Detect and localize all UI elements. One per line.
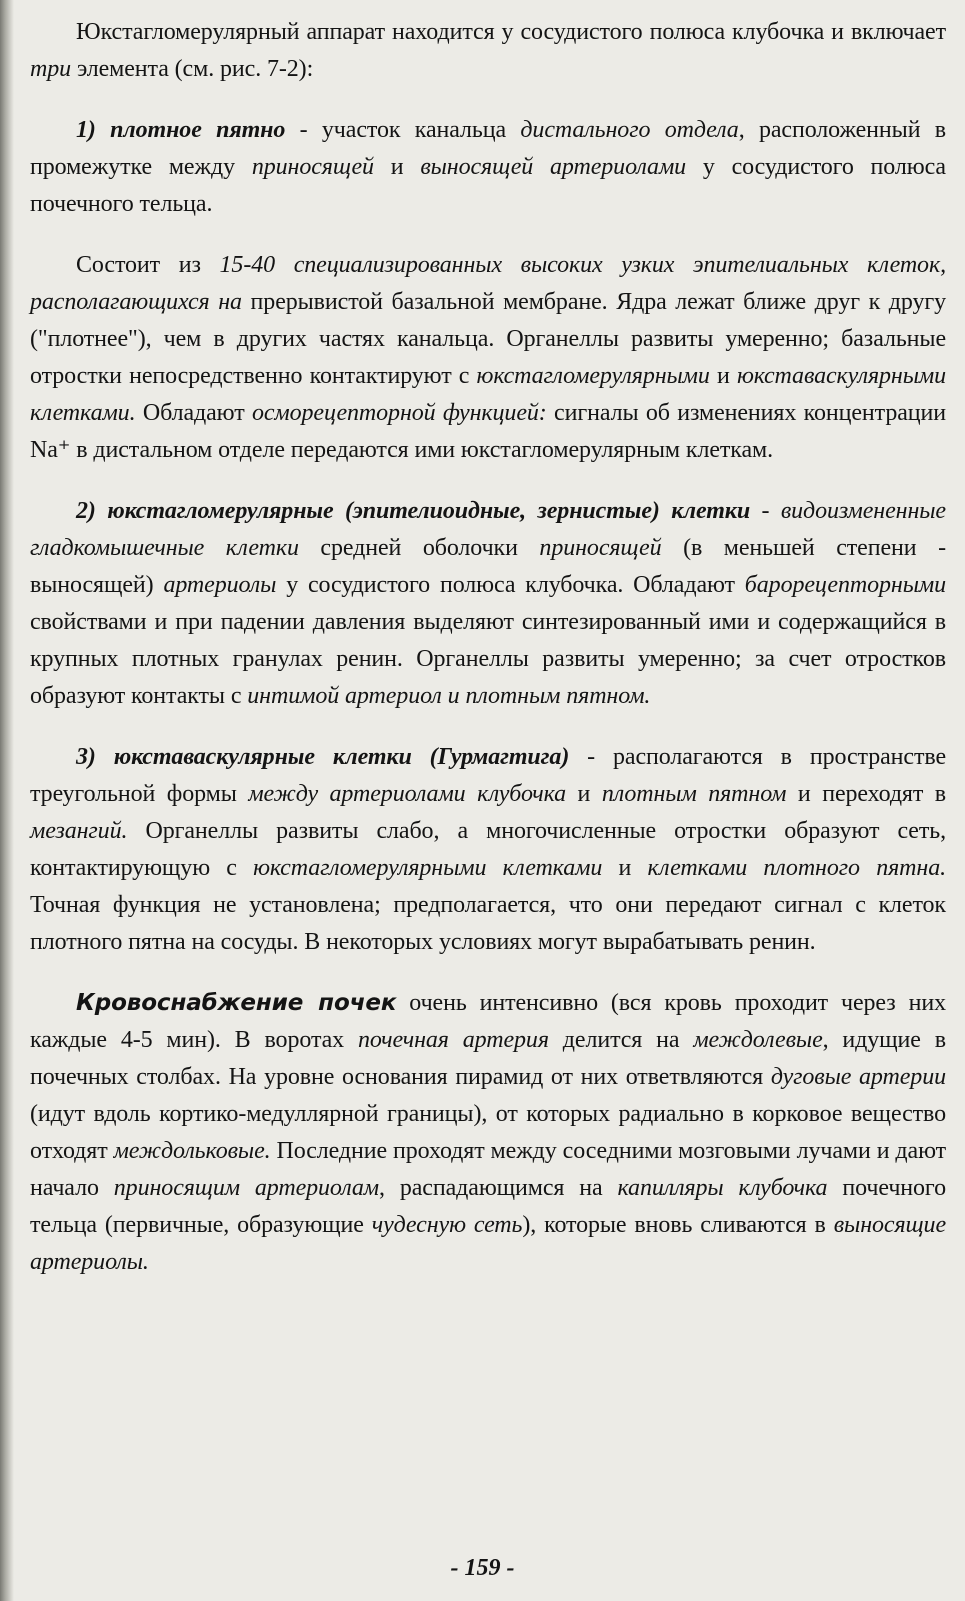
body-text: Последние проходят между соседними мозговыми лучами и дают начало <box>30 1138 946 1201</box>
italic-term: плотным пятном <box>601 781 787 807</box>
binding-shadow <box>0 0 14 1601</box>
body-text: Обладают <box>135 400 252 426</box>
intro-paragraph <box>30 14 946 88</box>
body-text: прерывистой базальной мембране. Ядра лежат ближе друг к другу ("плотнее"), чем в других частях канальца. Органеллы развиты умеренно; базальные отростки непосредственно контактируют с <box>30 289 947 389</box>
italic-term: междольковые. <box>113 1138 271 1164</box>
book-page <box>30 14 946 1305</box>
italic-term: 15-40 специализированных высоких узких эпителиальных клеток, располагающихся на <box>30 252 946 315</box>
blood-supply-paragraph <box>30 985 946 1281</box>
body-text: сигналы об изменениях концентрации Na⁺ в дистальном отделе передаются ими юкстагломерулярным клеткам. <box>30 400 946 463</box>
italic-term: три <box>30 56 72 82</box>
body-text: Юкстагломерулярный аппарат находится у сосудистого полюса клубочка и включает <box>76 19 946 45</box>
italic-term: видоизмененные гладкомышечные клетки <box>30 498 946 561</box>
body-text: свойствами и при падении давления выделяют синтезированный ими и содержащийся в крупных плотных гранулах ренин. Органеллы развиты умеренно; за счет отростков образуют контакты с <box>30 609 946 709</box>
body-text: Точная функция не установлена; предполагается, что они передают сигнал с клеток плотного пятна на сосуды. В некоторых условиях могут вырабатывать ренин. <box>30 892 946 955</box>
body-text: - располагаются в пространстве треугольной формы <box>30 744 947 807</box>
italic-term: почечная артерия <box>357 1027 549 1053</box>
italic-term: мезангий. <box>30 818 128 844</box>
italic-term: приносящим артериолам <box>113 1175 380 1201</box>
body-text: и переходят в <box>786 781 947 807</box>
juxtaglomerular-cells-paragraph <box>30 493 946 715</box>
body-text: и <box>373 154 421 180</box>
body-text: у сосудистого полюса почечного тельца. <box>30 154 946 217</box>
italic-term: дуговые артерии <box>770 1064 946 1090</box>
body-text: элемента (см. рис. 7-2): <box>71 56 314 82</box>
macula-densa-structure-paragraph <box>30 247 946 469</box>
body-text: и <box>709 363 737 389</box>
body-text: (идут вдоль кортико-медуллярной границы), от которых радиально в корковое вещество отходят <box>30 1101 946 1164</box>
body-text: делится на <box>548 1027 694 1053</box>
body-text: , распадающимся на <box>379 1175 618 1201</box>
list-item-heading: 1) плотное пятно <box>76 117 286 143</box>
italic-term: осморецепторной функцией: <box>251 400 547 426</box>
body-text: средней оболочки <box>298 535 540 561</box>
body-text: Органеллы развиты слабо, а многочисленные отростки образуют сеть, контактирующую с <box>30 818 946 881</box>
italic-term: приносящей <box>251 154 374 180</box>
list-item-heading: 2) юкстагломерулярные (эпителиоидные, зернистые) клетки <box>76 498 751 524</box>
italic-term: капилляры клубочка <box>617 1175 828 1201</box>
italic-term: юкстагломерулярными <box>476 363 710 389</box>
section-heading: Кровоснабжение почек <box>76 990 397 1016</box>
body-text: почечного тельца (первичные, образующие <box>30 1175 946 1238</box>
body-text: - участок канальца <box>285 117 521 143</box>
italic-term: артериолы <box>163 572 277 598</box>
body-text: Состоит из <box>76 252 220 278</box>
macula-densa-paragraph <box>30 112 946 223</box>
juxtavascular-cells-paragraph <box>30 739 946 961</box>
italic-term: выносящие артериолы. <box>30 1212 946 1275</box>
italic-term: междолевые <box>693 1027 823 1053</box>
body-text: ), которые вновь сливаются в <box>522 1212 834 1238</box>
body-text: , расположенный в промежутке между <box>30 117 947 180</box>
body-text: - <box>750 498 781 524</box>
body-text: (в меньшей степени - выносящей) <box>30 535 946 598</box>
italic-term: дистального отдела <box>520 117 739 143</box>
body-text: и <box>602 855 648 881</box>
body-text: , идущие в почечных столбах. На уровне основания пирамид от них ответвляются <box>30 1027 946 1090</box>
italic-term: выносящей артериолами <box>420 154 687 180</box>
italic-term: приносящей <box>539 535 662 561</box>
body-text: очень интенсивно (вся кровь проходит через них каждые 4-5 мин). В воротах <box>30 990 946 1053</box>
italic-term: юкставаскулярными клетками. <box>30 363 946 426</box>
italic-term: барорецепторными <box>744 572 946 598</box>
page-number: - 159 - <box>450 1555 515 1581</box>
italic-term: юкстагломерулярными клетками <box>253 855 603 881</box>
italic-term: между артериолами клубочка <box>248 781 567 807</box>
italic-term: чудесную сеть <box>371 1212 523 1238</box>
italic-term: клетками плотного пятна. <box>647 855 946 881</box>
italic-term: интимой артериол и плотным пятном. <box>247 683 651 709</box>
body-text: и <box>566 781 602 807</box>
list-item-heading: 3) юкставаскулярные клетки (Гурмагтига) <box>76 744 570 770</box>
body-text: у сосудистого полюса клубочка. Обладают <box>276 572 745 598</box>
